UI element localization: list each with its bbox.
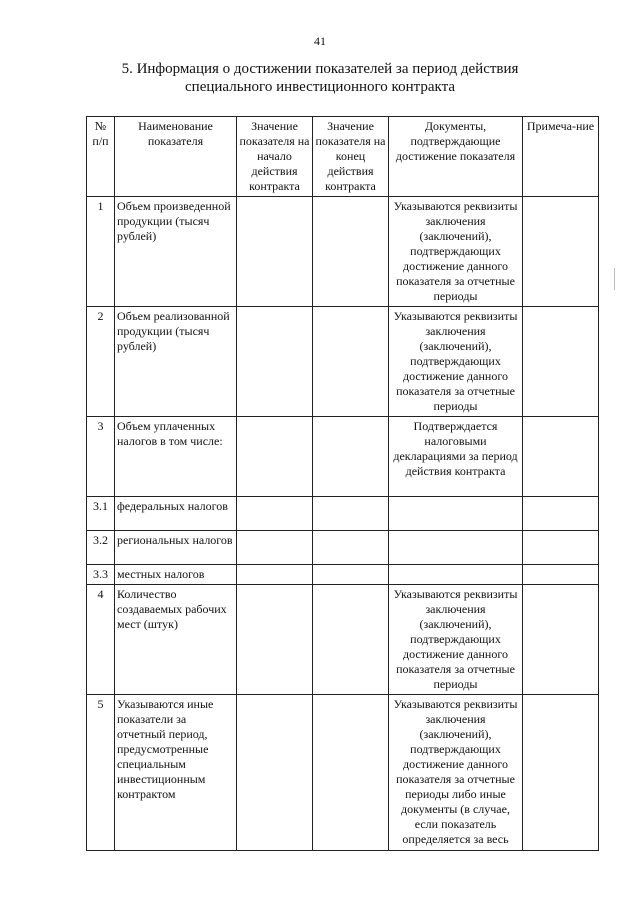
documents-cell xyxy=(389,565,523,585)
note-cell xyxy=(523,565,599,585)
row-number: 2 xyxy=(87,307,115,417)
note-cell xyxy=(523,307,599,417)
note-cell xyxy=(523,197,599,307)
header-indicator-name: Наименование показателя xyxy=(115,117,237,197)
end-value-cell xyxy=(313,695,389,851)
table-row xyxy=(87,585,599,695)
section-title-line-2: специального инвестиционного контракта xyxy=(185,79,455,95)
header-start-value: Значение показателя на начало действия контракта xyxy=(237,117,313,197)
section-title xyxy=(80,60,560,96)
header-end-value: Значение показателя на конец действия контракта xyxy=(313,117,389,197)
start-value-cell xyxy=(237,585,313,695)
end-value-cell xyxy=(313,197,389,307)
page-number: 41 xyxy=(314,34,326,48)
table-row xyxy=(87,531,599,565)
indicator-name: Объем произведенной продукции (тысяч рублей) xyxy=(115,197,237,307)
end-value-cell xyxy=(313,565,389,585)
row-number: 3.1 xyxy=(87,497,115,531)
row-number: 5 xyxy=(87,695,115,851)
note-cell xyxy=(523,531,599,565)
indicator-name: Указываются иные показатели за отчетный период, предусмотренные специальным инвестиционным контрактом xyxy=(115,695,237,851)
note-cell xyxy=(523,417,599,497)
table-header-row xyxy=(87,117,599,197)
indicator-name: Объем уплаченных налогов в том числе: xyxy=(115,417,237,497)
documents-cell xyxy=(389,531,523,565)
start-value-cell xyxy=(237,497,313,531)
table-row xyxy=(87,565,599,585)
indicator-name: федеральных налогов xyxy=(115,497,237,531)
row-number: 3 xyxy=(87,417,115,497)
documents-cell: Указываются реквизиты заключения (заключений), подтверждающих достижение данного показателя за отчетные периоды xyxy=(389,585,523,695)
end-value-cell xyxy=(313,307,389,417)
row-number: 1 xyxy=(87,197,115,307)
row-number: 4 xyxy=(87,585,115,695)
indicator-name: региональных налогов xyxy=(115,531,237,565)
start-value-cell xyxy=(237,307,313,417)
end-value-cell xyxy=(313,417,389,497)
header-documents: Документы, подтверждающие достижение показателя xyxy=(389,117,523,197)
note-cell xyxy=(523,585,599,695)
scan-margin-mark xyxy=(614,268,615,290)
table-row xyxy=(87,197,599,307)
end-value-cell xyxy=(313,585,389,695)
indicators-table xyxy=(86,116,599,851)
documents-cell: Указываются реквизиты заключения (заключений), подтверждающих достижение данного показателя за отчетные периоды xyxy=(389,197,523,307)
start-value-cell xyxy=(237,565,313,585)
start-value-cell xyxy=(237,531,313,565)
header-number: № п/п xyxy=(87,117,115,197)
header-note: Примеча-ние xyxy=(523,117,599,197)
start-value-cell xyxy=(237,417,313,497)
table-row xyxy=(87,695,599,851)
table-row xyxy=(87,307,599,417)
row-number: 3.2 xyxy=(87,531,115,565)
note-cell xyxy=(523,695,599,851)
note-cell xyxy=(523,497,599,531)
start-value-cell xyxy=(237,695,313,851)
indicator-name: местных налогов xyxy=(115,565,237,585)
row-number: 3.3 xyxy=(87,565,115,585)
documents-cell: Указываются реквизиты заключения (заключений), подтверждающих достижение данного показателя за отчетные периоды либо иные документы (в случае, если показатель определяется за весь xyxy=(389,695,523,851)
documents-cell: Подтверждается налоговыми декларациями за период действия контракта xyxy=(389,417,523,497)
indicator-name: Количество создаваемых рабочих мест (штук) xyxy=(115,585,237,695)
end-value-cell xyxy=(313,497,389,531)
table-row xyxy=(87,417,599,497)
indicator-name: Объем реализованной продукции (тысяч рублей) xyxy=(115,307,237,417)
documents-cell: Указываются реквизиты заключения (заключений), подтверждающих достижение данного показателя за отчетные периоды xyxy=(389,307,523,417)
documents-cell xyxy=(389,497,523,531)
section-title-line-1: 5. Информация о достижении показателей за период действия xyxy=(121,61,519,77)
table-row xyxy=(87,497,599,531)
end-value-cell xyxy=(313,531,389,565)
start-value-cell xyxy=(237,197,313,307)
